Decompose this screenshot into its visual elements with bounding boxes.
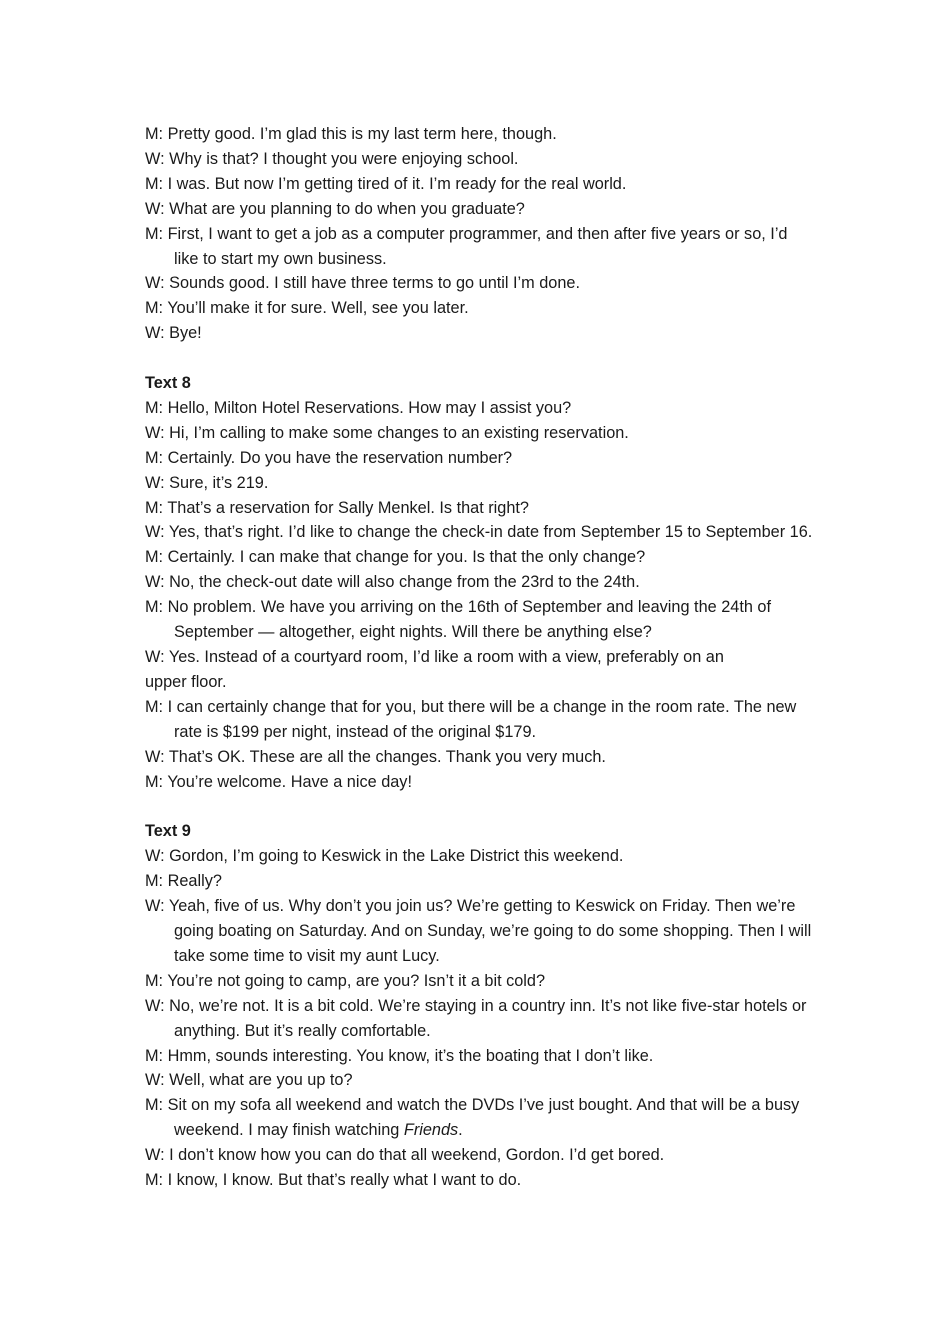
dialogue-line: W: Yes. Instead of a courtyard room, I’d like a room with a view, preferably on an: [145, 648, 724, 667]
document-page: [145, 122, 815, 1193]
dialogue-text: M: Sit on my sofa all weekend and watch the DVDs I’ve just bought. And that will be a busy weekend. I may finish watching: [145, 1096, 800, 1140]
dialogue-line: M: Pretty good. I’m glad this is my last term here, though.: [145, 125, 557, 143]
section-heading: Text 9: [145, 822, 191, 841]
dialogue-line: W: Yeah, five of us. Why don’t you join us? We’re getting to Keswick on Friday. Then we’re going boating on Saturday. And on Sunday, we’re going to do some shopping. Then I will take some time to visit my aunt Lucy.: [145, 897, 812, 965]
dialogue-line: M: I was. But now I’m getting tired of it. I’m ready for the real world.: [145, 174, 627, 193]
dialogue-line: W: No, we’re not. It is a bit cold. We’re staying in a country inn. It’s not like five-star hotels or anything. But it’s really comfortable.: [145, 996, 807, 1040]
dialogue-line: M: Hello, Milton Hotel Reservations. How may I assist you?: [145, 398, 572, 417]
section-heading: Text 8: [145, 374, 191, 393]
dialogue-line: W: I don’t know how you can do that all weekend, Gordon. I’d get bored.: [145, 1146, 665, 1165]
dialogue-line: M: Certainly. Do you have the reservation number?: [145, 448, 513, 467]
dialogue-section-previous: [145, 122, 815, 346]
dialogue-line: W: No, the check-out date will also change from the 23rd to the 24th.: [145, 573, 640, 592]
dialogue-section-text-8: [145, 371, 815, 794]
dialogue-line: W: What are you planning to do when you graduate?: [145, 199, 525, 218]
dialogue-line: W: That’s OK. These are all the changes. Thank you very much.: [145, 747, 606, 766]
dialogue-line: W: Why is that? I thought you were enjoying school.: [145, 149, 519, 168]
dialogue-punctuation: .: [458, 1121, 463, 1140]
dialogue-line: M: You’re welcome. Have a nice day!: [145, 772, 412, 791]
dialogue-line: M: You’ll make it for sure. Well, see you later.: [145, 299, 469, 318]
dialogue-line-continuation: upper floor.: [145, 672, 227, 691]
dialogue-line: W: Hi, I’m calling to make some changes to an existing reservation.: [145, 423, 629, 442]
dialogue-line: W: Gordon, I’m going to Keswick in the Lake District this weekend.: [145, 847, 624, 866]
dialogue-line: M: Really?: [145, 872, 222, 891]
blank-line: [145, 794, 815, 819]
dialogue-line: W: Bye!: [145, 324, 202, 343]
dialogue-line: W: Sounds good. I still have three terms to go until I’m done.: [145, 274, 580, 293]
dialogue-line: M: I know, I know. But that’s really what I want to do.: [145, 1171, 522, 1190]
dialogue-line: M: I can certainly change that for you, but there will be a change in the room rate. The new rate is $199 per night, instead of the original $179.: [145, 697, 797, 741]
dialogue-section-text-9: [145, 819, 815, 1193]
dialogue-line: M: You’re not going to camp, are you? Isn’t it a bit cold?: [145, 971, 546, 990]
dialogue-line: W: Well, what are you up to?: [145, 1071, 353, 1090]
dialogue-line: [145, 1093, 815, 1143]
dialogue-line: M: First, I want to get a job as a computer programmer, and then after five years or so, I’d like to start my own business.: [145, 224, 788, 268]
dialogue-line: W: Sure, it’s 219.: [145, 473, 269, 492]
dialogue-line: M: Certainly. I can make that change for you. Is that the only change?: [145, 548, 646, 567]
italic-title: Friends: [403, 1121, 459, 1140]
dialogue-line: M: Hmm, sounds interesting. You know, it’s the boating that I don’t like.: [145, 1046, 654, 1065]
dialogue-line: M: No problem. We have you arriving on the 16th of September and leaving the 24th of September — altogether, eight nights. Will there be anything else?: [145, 598, 771, 642]
dialogue-line: W: Yes, that’s right. I’d like to change the check-in date from September 15 to September 16.: [145, 523, 813, 542]
blank-line: [145, 346, 815, 371]
dialogue-line: M: That’s a reservation for Sally Menkel. Is that right?: [145, 498, 529, 517]
